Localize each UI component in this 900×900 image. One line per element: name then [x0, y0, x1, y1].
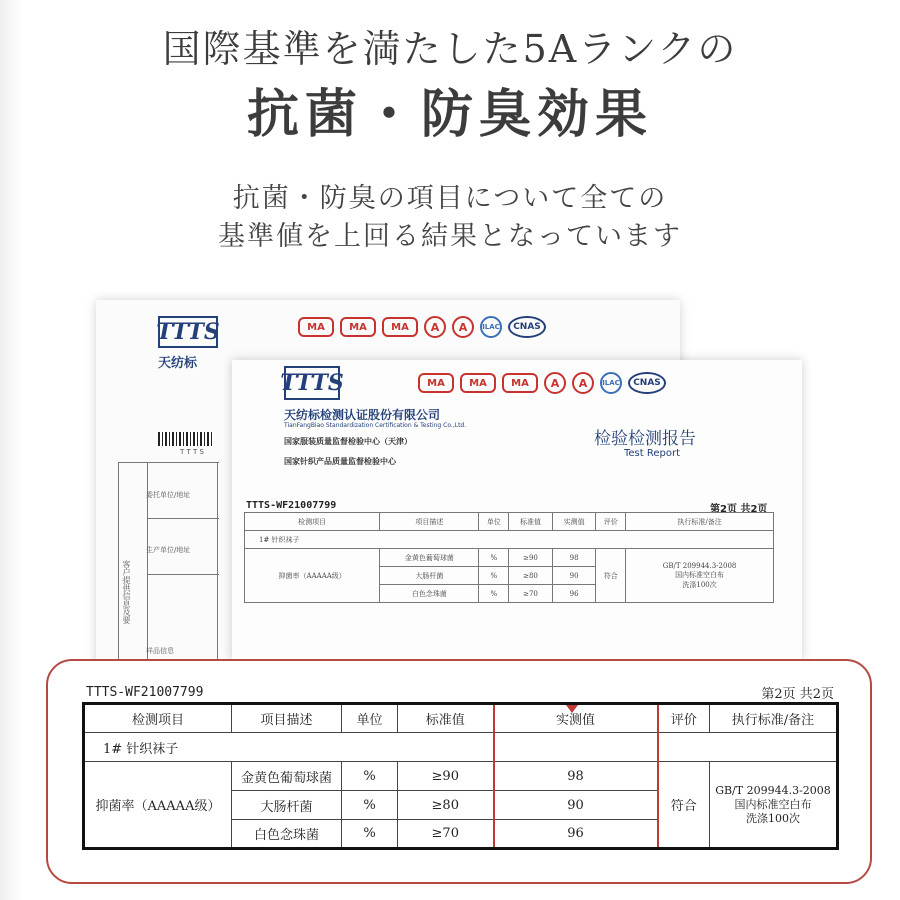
- company-name-en: TianFangBiao Standardization Certification & Testing Co.,Ltd.: [284, 422, 467, 429]
- subtitle-line2: 基準値を上回る結果となっています: [218, 221, 682, 252]
- cal-stamp-icon: A: [544, 372, 566, 394]
- cnas-logo-icon: CNAS: [628, 372, 666, 394]
- desc-cell: 白色念珠菌: [232, 820, 342, 849]
- cal-stamp-icon: A: [424, 316, 446, 338]
- th-description: 项目描述: [380, 513, 479, 531]
- desc-cell: 大肠杆菌: [232, 791, 342, 820]
- unit-cell: %: [479, 549, 509, 567]
- cma-stamp-icon: MA: [460, 373, 496, 393]
- desc-cell: 金黄色葡萄球菌: [232, 762, 342, 791]
- th-unit: 单位: [342, 704, 398, 733]
- note-line3: 洗涤100次: [746, 811, 800, 825]
- measured-cell: 90: [494, 791, 658, 820]
- th-measured: 实测值: [552, 513, 596, 531]
- barcode-icon: [158, 432, 214, 446]
- headline-title: 抗菌・防臭効果: [246, 84, 653, 145]
- headline-line1: 国際基準を満たした5Aランクの: [162, 27, 738, 71]
- zoom-report-number: TTTS-WF21007799: [86, 685, 204, 700]
- report-number: TTTS-WF21007799: [246, 500, 337, 511]
- th-note: 执行标准/备注: [710, 704, 838, 733]
- cma-stamp-icon: MA: [502, 373, 538, 393]
- th-test-item: 检测项目: [84, 704, 232, 733]
- th-measured: 实测值: [494, 704, 658, 733]
- note-line3: 洗涤100次: [682, 580, 717, 589]
- sample-row-measured-blank: [494, 733, 658, 762]
- th-description: 项目描述: [232, 704, 342, 733]
- zoom-page-info: 第2页 共2页: [761, 687, 834, 702]
- standard-cell: ≥70: [509, 585, 553, 603]
- report-title-en: Test Report: [624, 448, 681, 459]
- desc-cell: 大肠杆菌: [380, 567, 479, 585]
- standard-cell: ≥80: [398, 791, 494, 820]
- cnas-logo-icon: CNAS: [508, 316, 546, 338]
- desc-cell: 金黄色葡萄球菌: [380, 549, 479, 567]
- th-evaluation: 评价: [596, 513, 626, 531]
- th-note: 执行标准/备注: [626, 513, 774, 531]
- subtitle-line1: 抗菌・防臭の項目について全ての: [232, 183, 668, 214]
- front-report-page: [232, 360, 802, 660]
- unit-cell: %: [342, 791, 398, 820]
- unit-cell: %: [479, 567, 509, 585]
- note-line1: GB/T 209944.3-2008: [715, 783, 831, 797]
- certification-stamps-back: [298, 316, 546, 338]
- note-line1: GB/T 209944.3-2008: [662, 561, 737, 570]
- cma-stamp-icon: MA: [298, 317, 334, 337]
- ttts-logo-back: TTTS: [158, 316, 218, 348]
- front-results-table: [244, 512, 774, 603]
- cal-stamp-icon: A: [572, 372, 594, 394]
- ilac-globe-icon: ILAC: [480, 316, 502, 338]
- unit-cell: %: [342, 762, 398, 791]
- measured-cell: 96: [494, 820, 658, 849]
- item-cell: 抑菌率（AAAAA级）: [245, 549, 380, 603]
- standard-cell: ≥70: [398, 820, 494, 849]
- note-cell: [626, 549, 774, 603]
- company-name-partial: 天纺标: [158, 356, 198, 371]
- testing-center-2: 国家针织产品质量监督检验中心: [284, 457, 396, 466]
- th-standard: 标准值: [398, 704, 494, 733]
- measured-cell: 98: [494, 762, 658, 791]
- note-line2: 国内标准空白布: [734, 797, 812, 811]
- zoomed-results-callout: [46, 659, 872, 884]
- sample-row: 1# 针织袜子: [84, 733, 494, 762]
- th-test-item: 检测项目: [245, 513, 380, 531]
- sample-row-blank: [658, 733, 838, 762]
- note-cell: [710, 762, 838, 849]
- desc-cell: 白色念珠菌: [380, 585, 479, 603]
- sample-info-label: 样品信息: [146, 647, 174, 655]
- client-address-label: 委托单位/地址: [146, 491, 191, 499]
- cal-stamp-icon: A: [452, 316, 474, 338]
- unit-cell: %: [479, 585, 509, 603]
- measured-cell: 98: [552, 549, 596, 567]
- company-name: 天纺标检测认证股份有限公司: [284, 408, 441, 422]
- note-line2: 国内标准空白布: [675, 570, 725, 579]
- ttts-logo-front: TTTS: [284, 366, 340, 400]
- testing-center-1: 国家服装质量监督检验中心（天津）: [284, 437, 412, 446]
- evaluation-cell: 符合: [596, 549, 626, 603]
- th-evaluation: 评价: [658, 704, 710, 733]
- unit-cell: %: [342, 820, 398, 849]
- certification-stamps-front: [418, 372, 666, 394]
- report-title: 检验检测报告: [594, 429, 696, 449]
- measured-cell: 90: [552, 567, 596, 585]
- highlight-arrow-icon: [566, 705, 578, 713]
- standard-cell: ≥90: [398, 762, 494, 791]
- ilac-globe-icon: ILAC: [600, 372, 622, 394]
- item-cell: 抑菌率（AAAAA级）: [84, 762, 232, 849]
- measured-cell: 96: [552, 585, 596, 603]
- evaluation-cell: 符合: [658, 762, 710, 849]
- th-unit: 单位: [479, 513, 509, 531]
- standard-cell: ≥80: [509, 567, 553, 585]
- cma-stamp-icon: MA: [340, 317, 376, 337]
- standard-cell: ≥90: [509, 549, 553, 567]
- customer-info-vertical-label: 客户提供信息及要: [122, 560, 131, 624]
- cma-stamp-icon: MA: [418, 373, 454, 393]
- zoom-results-table: [82, 702, 839, 850]
- sample-row: 1# 针织袜子: [245, 531, 774, 549]
- page-info: 第2页 共2页: [710, 504, 768, 515]
- producer-address-label: 生产单位/地址: [146, 546, 191, 554]
- barcode-text: T T T S: [180, 448, 204, 456]
- cma-stamp-icon: MA: [382, 317, 418, 337]
- th-standard: 标准值: [509, 513, 553, 531]
